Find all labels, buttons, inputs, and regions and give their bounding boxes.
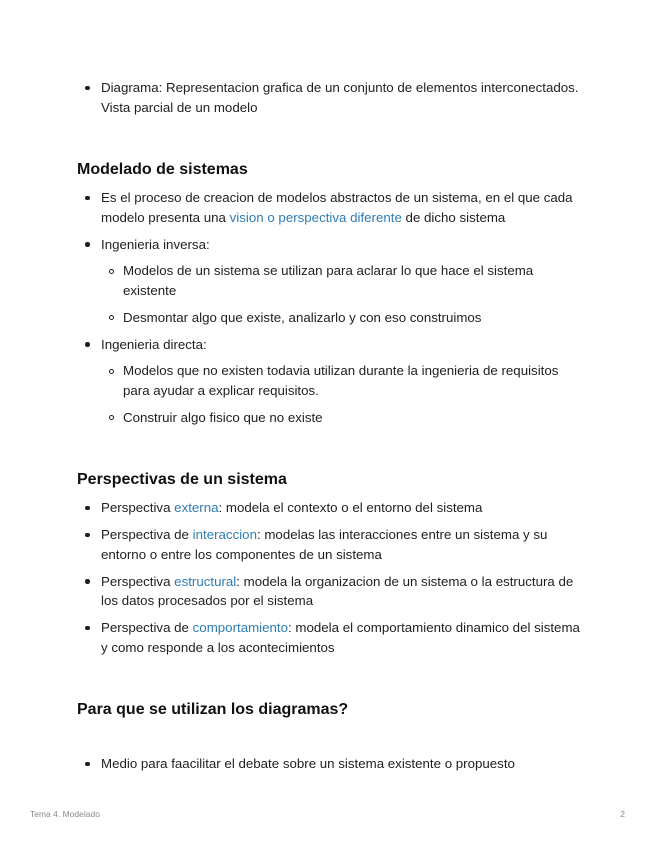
list-item-text: Perspectiva bbox=[101, 573, 175, 589]
list-item bbox=[77, 78, 587, 117]
sublist-item bbox=[101, 408, 587, 428]
list-item bbox=[77, 335, 587, 428]
list-item-text: Diagrama: Representacion grafica de un conjunto de elementos interconectados. Vista parcial de un modelo bbox=[101, 80, 579, 115]
sublist bbox=[101, 361, 587, 427]
list-item-text: : modela el contexto o el entorno del sistema bbox=[218, 500, 483, 515]
list-item-text: Es el proceso de creacion de modelos abstractos de un sistema, en el que cada modelo presenta una bbox=[101, 190, 573, 225]
sublist-item-text: Modelos de un sistema se utilizan para aclarar lo que hace el sistema existente bbox=[123, 263, 534, 298]
intro-list bbox=[77, 78, 587, 117]
highlighted-term: interaccion bbox=[192, 527, 257, 542]
list-item bbox=[77, 498, 587, 518]
highlighted-term: comportamiento bbox=[192, 620, 288, 635]
perspectivas-list bbox=[77, 498, 587, 657]
sublist bbox=[101, 261, 587, 327]
section-heading-para-que: Para que se utilizan los diagramas? bbox=[77, 701, 349, 718]
sublist-item-text: Desmontar algo que existe, analizarlo y con eso construimos bbox=[123, 309, 482, 325]
list-item-text: : modela la organizacion de un sistema o la estructura de los datos procesados por el sistema bbox=[101, 573, 574, 608]
list-item bbox=[77, 572, 587, 611]
list-item bbox=[77, 754, 587, 774]
list-item-text: de dicho sistema bbox=[401, 209, 506, 225]
list-item-text: Perspectiva de bbox=[101, 620, 193, 635]
list-item-text: : modelas las interacciones entre un sistema y su entorno o entre los componentes de un sistema bbox=[101, 527, 548, 562]
list-item-text: Perspectiva de bbox=[101, 527, 193, 542]
sublist-item bbox=[101, 308, 587, 328]
highlighted-term: estructural bbox=[174, 573, 237, 589]
modelado-list bbox=[77, 188, 587, 427]
section-heading-perspectivas: Perspectivas de un sistema bbox=[77, 471, 287, 488]
list-item bbox=[77, 525, 587, 564]
highlighted-term: externa bbox=[174, 500, 219, 515]
list-item bbox=[77, 235, 587, 328]
list-item-text: Perspectiva bbox=[101, 500, 175, 515]
sublist-item bbox=[101, 261, 587, 300]
footer-chapter-label: Tema 4. Modelado bbox=[30, 809, 100, 819]
list-item-label: Ingenieria directa: bbox=[101, 336, 207, 352]
list-item-label: Ingenieria inversa: bbox=[101, 236, 210, 252]
page-content bbox=[77, 78, 587, 781]
section-heading-modelado: Modelado de sistemas bbox=[77, 161, 248, 178]
sublist-item-text: Modelos que no existen todavia utilizan durante la ingenieria de requisitos para ayudar a explicar requisitos. bbox=[123, 363, 559, 398]
sublist-item-text: Construir algo fisico que no existe bbox=[123, 409, 323, 425]
list-item-text: : modela el comportamiento dinamico del sistema y como responde a los acontecimientos bbox=[101, 620, 580, 655]
para-que-list bbox=[77, 754, 587, 774]
sublist-item bbox=[101, 361, 587, 400]
list-item bbox=[77, 188, 587, 227]
page-number: 2 bbox=[620, 809, 625, 819]
list-item-text: Medio para faacilitar el debate sobre un sistema existente o propuesto bbox=[101, 756, 515, 771]
highlighted-term: vision o perspectiva diferente bbox=[229, 209, 402, 225]
list-item bbox=[77, 618, 587, 657]
